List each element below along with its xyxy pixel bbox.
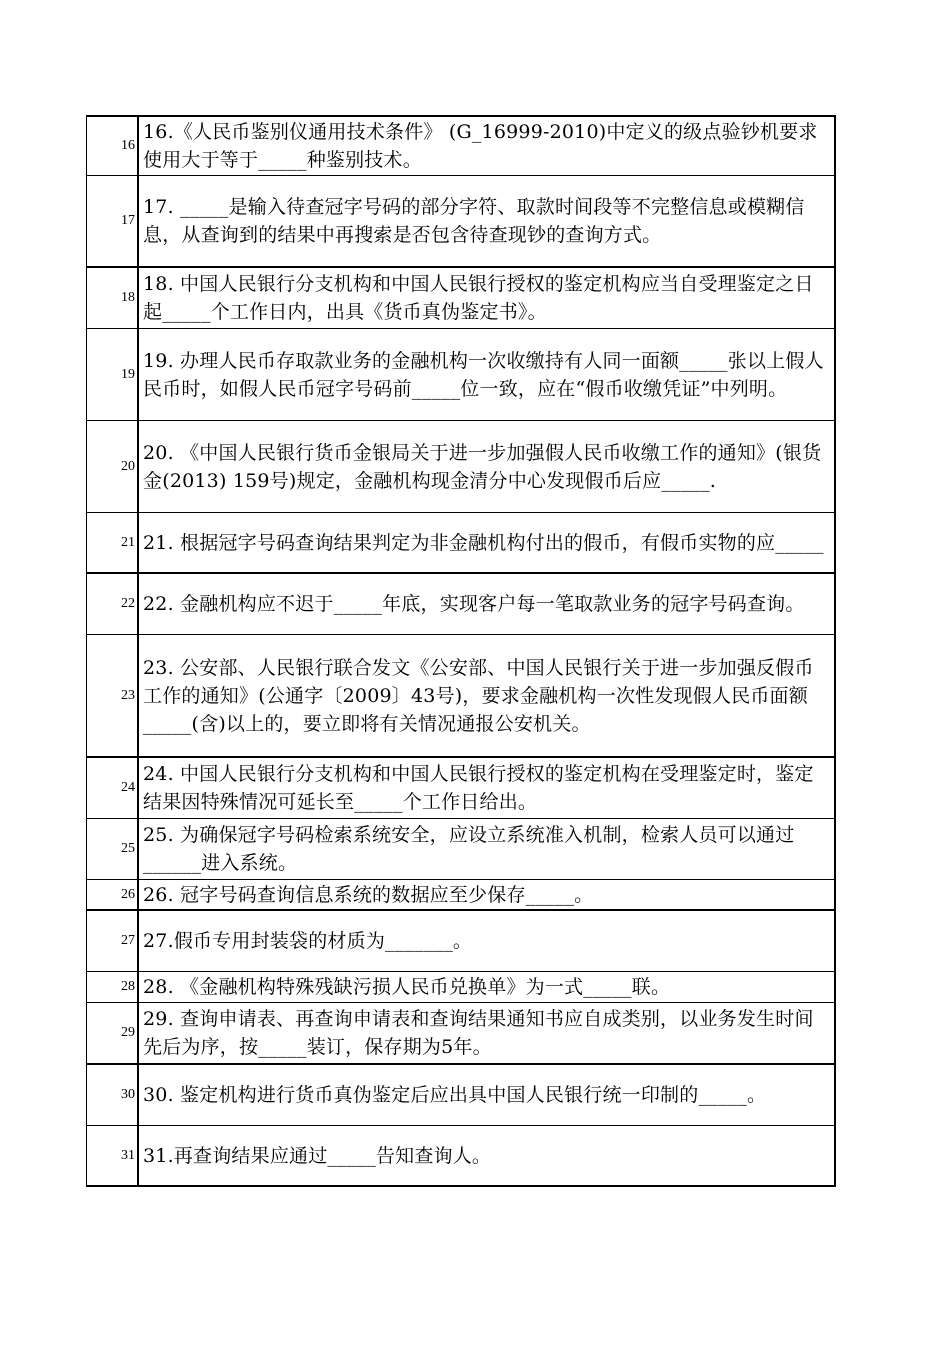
table-row: [86, 268, 836, 329]
table-row: [86, 421, 836, 513]
question-text: 25. 为确保冠字号码检索系统安全，应设立系统准入机制，检索人员可以通过______进入系统。: [143, 824, 795, 874]
question-text: 29. 查询申请表、再查询申请表和查询结果通知书应自成类别，以业务发生时间先后为序，按_____装订，保存期为5年。: [143, 1008, 814, 1058]
row-number: 18: [87, 268, 139, 328]
table-row: [86, 115, 836, 176]
row-number: 30: [87, 1065, 139, 1125]
table-row: [86, 1003, 836, 1065]
row-number: 29: [87, 1003, 139, 1063]
row-number: 25: [87, 819, 139, 879]
question-text: 20. 《中国人民银行货币金银局关于进一步加强假人民币收缴工作的通知》(银货金(2013) 159号)规定，金融机构现金清分中心发现假币后应_____.: [143, 441, 822, 492]
row-number: 21: [87, 513, 139, 572]
row-number: 16: [87, 117, 139, 175]
row-number: 19: [87, 329, 139, 420]
row-number: 27: [87, 911, 139, 971]
table-row: [86, 758, 836, 819]
question-text: 30. 鉴定机构进行货币真伪鉴定后应出具中国人民银行统一印制的_____。: [143, 1084, 767, 1106]
table-row: [86, 635, 836, 758]
question-text: 27.假币专用封装袋的材质为_______。: [143, 930, 473, 952]
row-number: 22: [87, 574, 139, 634]
table-row: [86, 1065, 836, 1126]
row-number: 23: [87, 635, 139, 756]
question-text: 17. _____是输入待查冠字号码的部分字符、取款时间段等不完整信息或模糊信息，从查询到的结果中再搜索是否包含待查现钞的查询方式。: [143, 196, 805, 246]
table-row: [86, 880, 836, 911]
question-text: 26. 冠字号码查询信息系统的数据应至少保存_____。: [143, 883, 594, 906]
question-table: [86, 115, 836, 1187]
table-row: [86, 972, 836, 1003]
row-number: 28: [87, 972, 139, 1002]
question-text: 31.再查询结果应通过_____告知查询人。: [143, 1144, 492, 1167]
table-row: [86, 1126, 836, 1187]
row-number: 24: [87, 758, 139, 818]
question-text: 16.《人民币鉴别仪通用技术条件》 (G_16999-2010)中定义的级点验钞机要求使用大于等于_____种鉴别技术。: [143, 121, 818, 171]
table-row: [86, 329, 836, 421]
row-number: 31: [87, 1126, 139, 1185]
question-text: 23. 公安部、人民银行联合发文《公安部、中国人民银行关于进一步加强反假币工作的通知》(公通字〔2009〕43号)，要求金融机构一次性发现假人民币面额_____(含)以上的，要立即将有关情况通报公安机关。: [143, 656, 814, 735]
table-row: [86, 574, 836, 635]
table-row: [86, 513, 836, 574]
row-number: 20: [87, 421, 139, 512]
question-text: 22. 金融机构应不迟于_____年底，实现客户每一笔取款业务的冠字号码查询。: [143, 593, 805, 615]
question-text: 21. 根据冠字号码查询结果判定为非金融机构付出的假币，有假币实物的应_____: [143, 531, 824, 554]
table-row: [86, 176, 836, 268]
question-text: 24. 中国人民银行分支机构和中国人民银行授权的鉴定机构在受理鉴定时，鉴定结果因特殊情况可延长至_____个工作日给出。: [143, 763, 814, 813]
question-text: 28. 《金融机构特殊残缺污损人民币兑换单》为一式_____联。: [143, 976, 671, 998]
table-row: [86, 819, 836, 880]
table-row: [86, 911, 836, 972]
row-number: 17: [87, 176, 139, 266]
question-text: 18. 中国人民银行分支机构和中国人民银行授权的鉴定机构应当自受理鉴定之日起_____个工作日内，出具《货币真伪鉴定书》。: [143, 273, 814, 323]
row-number: 26: [87, 880, 139, 909]
question-text: 19. 办理人民币存取款业务的金融机构一次收缴持有人同一面额_____张以上假人民币时，如假人民币冠字号码前_____位一致，应在“假币收缴凭证”中列明。: [143, 349, 824, 400]
